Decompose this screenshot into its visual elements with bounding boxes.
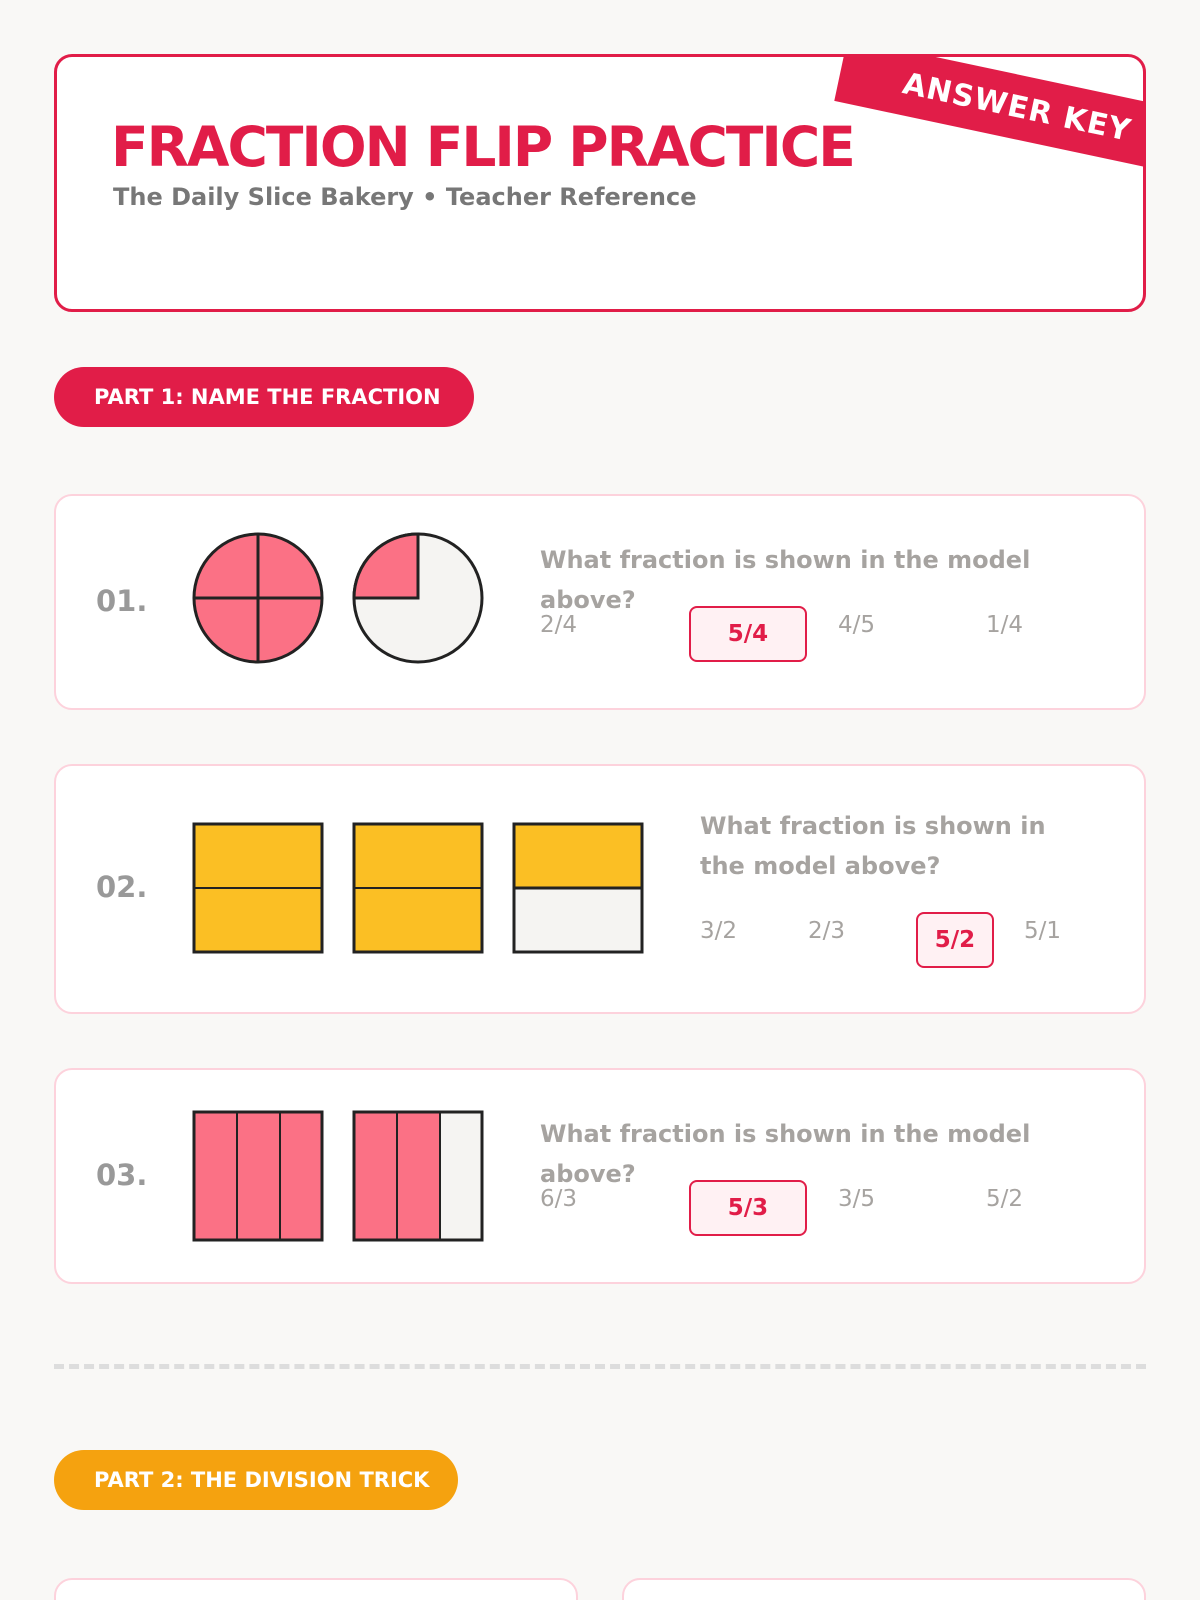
- option[interactable]: 6/3: [540, 1186, 578, 1212]
- fraction-model-circles: [192, 532, 492, 672]
- option-correct[interactable]: 5/2: [916, 912, 994, 968]
- question-card-2: [54, 764, 1146, 1014]
- question-card-3: [54, 1068, 1146, 1284]
- header-card: [54, 54, 1146, 312]
- option[interactable]: 2/3: [808, 918, 846, 944]
- square-1: [194, 824, 322, 952]
- question-prompt: What fraction is shown in the model above?: [700, 812, 1046, 880]
- question-number: 03.: [96, 1158, 148, 1192]
- circle-whole: [194, 534, 322, 662]
- option[interactable]: 3/5: [838, 1186, 876, 1212]
- question-number: 02.: [96, 870, 148, 904]
- option[interactable]: 4/5: [838, 612, 876, 638]
- option[interactable]: 1/4: [986, 612, 1024, 638]
- option[interactable]: 2/4: [540, 612, 578, 638]
- part2-card-left: [54, 1578, 578, 1600]
- option[interactable]: 5/2: [986, 1186, 1024, 1212]
- option[interactable]: 3/2: [700, 918, 738, 944]
- square-2: [354, 824, 482, 952]
- answer-key-label: ANSWER KEY: [899, 65, 1135, 149]
- section-divider: [54, 1364, 1146, 1369]
- option-correct[interactable]: 5/3: [689, 1180, 807, 1236]
- part2-card-right: [622, 1578, 1146, 1600]
- part1-heading: PART 1: NAME THE FRACTION: [54, 367, 474, 427]
- part2-heading: PART 2: THE DIVISION TRICK: [54, 1450, 458, 1510]
- question-card-1: [54, 494, 1146, 710]
- question-number: 01.: [96, 584, 148, 618]
- fraction-model-squares-thirds: [192, 1110, 492, 1250]
- question-prompt: What fraction is shown in the model above?: [540, 1120, 1031, 1188]
- fraction-model-squares-halves: [192, 822, 652, 962]
- circle-quarter: [354, 534, 482, 662]
- option[interactable]: 5/1: [1024, 918, 1062, 944]
- answer-key-ribbon: [834, 54, 1146, 176]
- question-prompt: What fraction is shown in the model above?: [540, 546, 1031, 614]
- square-whole: [194, 1112, 322, 1240]
- page-title: FRACTION FLIP PRACTICE: [111, 115, 854, 179]
- page-subtitle: The Daily Slice Bakery • Teacher Reference: [113, 183, 697, 211]
- square-3: [514, 824, 642, 952]
- option-correct[interactable]: 5/4: [689, 606, 807, 662]
- square-two-thirds: [354, 1112, 482, 1240]
